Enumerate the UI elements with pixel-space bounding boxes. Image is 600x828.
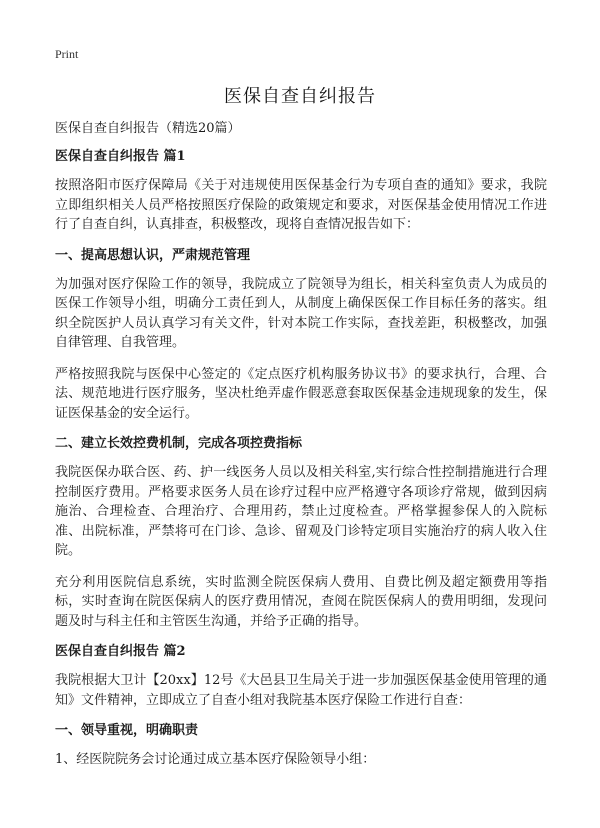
paragraph: 我院根据大卫计【20xx】12号《大邑县卫生局关于进一步加强医保基金使用管理的通知》文件精神，立即成立了自查小组对我院基本医疗保险工作进行自查：: [55, 673, 547, 708]
print-link[interactable]: Print: [55, 47, 79, 61]
section-heading: 一、领导重视，明确职责: [55, 723, 199, 738]
document-body: [55, 120, 547, 782]
document-subtitle: 医保自查自纠报告（精选20篇）: [55, 121, 241, 136]
article-heading: 医保自查自纠报告 篇1: [55, 149, 186, 164]
paragraph: 严格按照我院与医保中心签定的《定点医疗机构服务协议书》的要求执行，合理、合法、规范地进行医疗服务，坚决杜绝弄虚作假恶意套取医保基金违规现象的发生，保证医保基金的安全运行。: [55, 366, 547, 421]
section-heading: 二、建立长效控费机制，完成各项控费指标: [55, 436, 303, 451]
paragraph: 充分利用医院信息系统，实时监测全院医保病人费用、自费比例及超定额费用等指标，实时查询在院医保病人的医疗费用情况，查阅在院医保病人的费用明细，发现问题及时与科主任和主管医生沟通，并给予正确的指导。: [55, 574, 547, 629]
paragraph: 为加强对医疗保险工作的领导，我院成立了院领导为组长，相关科室负责人为成员的医保工作领导小组，明确分工责任到人，从制度上确保医保工作目标任务的落实。组织全院医护人员认真学习有关文件，针对本院工作实际，查找差距，积极整改，加强自律管理、自我管理。: [55, 276, 547, 350]
section-heading: 一、提高思想认识，严肃规范管理: [55, 247, 251, 263]
paragraph: 1、经医院院务会讨论通过成立基本医疗保险领导小组：: [55, 752, 376, 767]
paragraph: 按照洛阳市医疗保障局《关于对违规使用医保基金行为专项自查的通知》要求，我院立即组织相关人员严格按照医疗保险的政策规定和要求，对医保基金使用情况工作进行了自查自纠，认真排查，积极整改，现将自查情况报告如下：: [55, 178, 547, 232]
page-title: 医保自查自纠报告: [224, 86, 376, 107]
article-heading: 医保自查自纠报告 篇2: [55, 644, 186, 659]
paragraph: 我院医保办联合医、药、护一线医务人员以及相关科室,实行综合性控制措施进行合理控制医疗费用。严格要求医务人员在诊疗过程中应严格遵守各项诊疗常规，做到因病施治、合理检查、合理治疗、合理用药，禁止过度检查。严格掌握参保人的入院标准、出院标准，严禁将可在门诊、急诊、留观及门诊特定项目实施治疗的病人收入住院。: [55, 465, 547, 558]
